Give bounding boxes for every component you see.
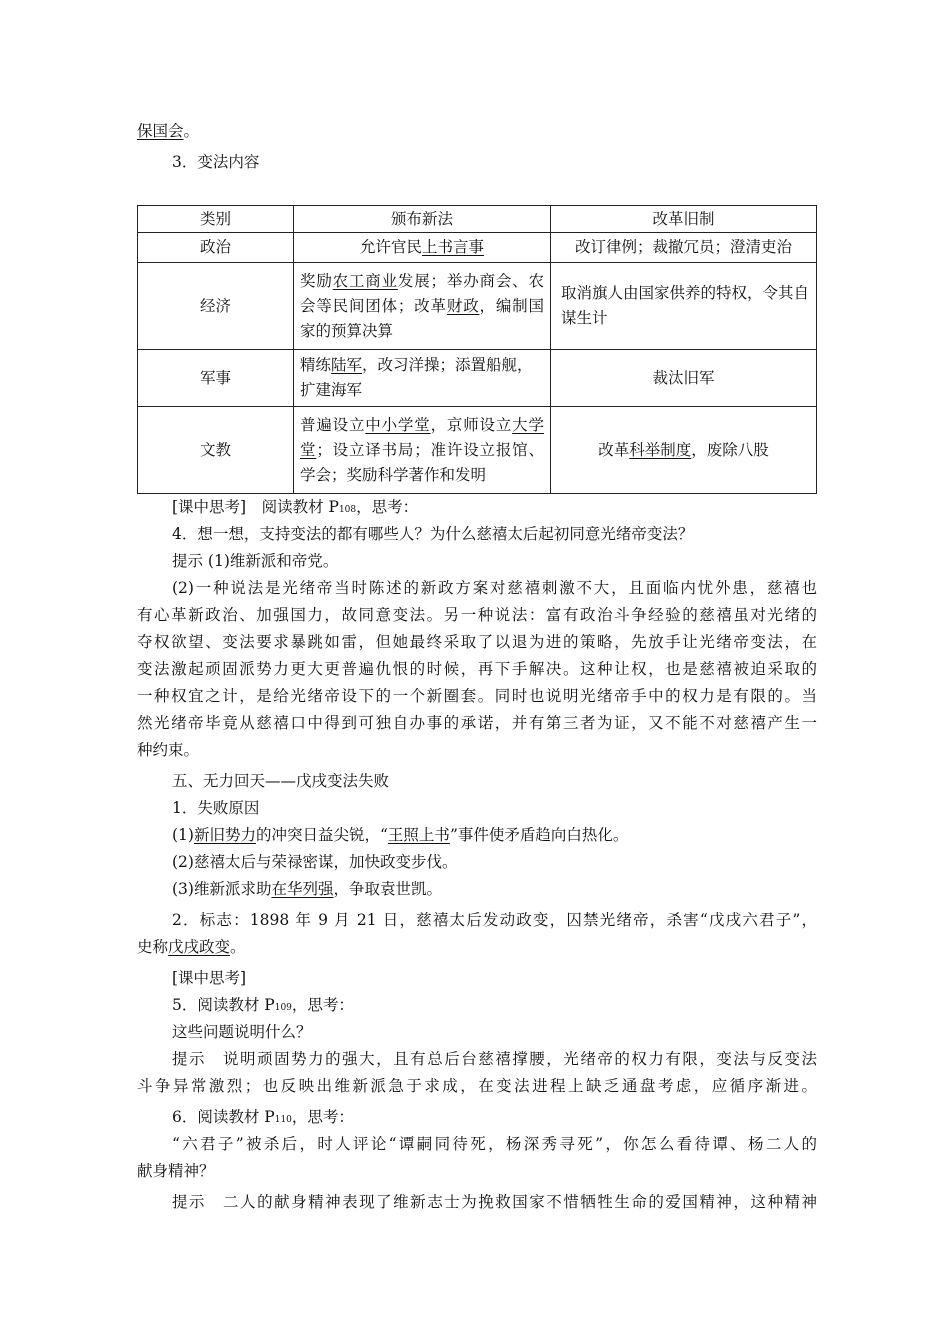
question-4: 4．想一想，支持变法的都有哪些人？为什么慈禧太后起初同意光绪帝变法？ <box>172 525 694 543</box>
hint-4-part1: 提示 (1)维新派和帝党。 <box>172 552 339 570</box>
reform-content-table <box>137 205 817 494</box>
hint-4-line: 种约束。 <box>137 741 200 759</box>
hint-4-line: 变法激起顽固派势力更大更普遍仇恨的时候，再下手解决。这种让权，也是慈禧被迫采取的 <box>137 660 817 678</box>
hint-4-line: 夺权欲望、变法要求暴跳如雷，但她最终采取了以退为进的策略，先放手让光绪帝变法，在 <box>137 633 817 651</box>
table-header: 颁布新法 <box>294 206 551 233</box>
old-system-cell: 裁汰旧军 <box>551 350 817 407</box>
sign-line: 2．标志：1898 年 9 月 21 日，慈禧太后发动政变，囚禁光绪帝，杀害“戊戌六君子”， <box>172 911 817 929</box>
think-label: [课中思考] 阅读教材 P108，思考： <box>172 498 419 516</box>
section-heading: 五、无力回天——戊戌变法失败 <box>172 772 390 790</box>
hint-4-line: 有心革新政治、加强国力，故同意变法。另一种说法：富有政治斗争经验的慈禧虽对光绪的 <box>137 606 817 624</box>
question-5-text: 这些问题说明什么？ <box>172 1023 312 1041</box>
section-heading: 3．变法内容 <box>172 153 260 171</box>
table-row <box>138 263 817 350</box>
continued-text: 保国会。 <box>137 122 200 140</box>
new-law-cell: 普遍设立中小学堂，京师设立大学堂；设立译书局；准许设立报馆、学会；奖励科学著作和发明 <box>294 407 551 494</box>
hint-5-line: 提示 说明顽固势力的强大，且有总后台慈禧撑腰，光绪帝的权力有限，变法与反变法 <box>172 1050 817 1068</box>
category-cell: 经济 <box>138 263 294 350</box>
new-law-cell: 允许官民上书言事 <box>294 233 551 263</box>
sign-line: 史称戊戌政变。 <box>137 938 246 956</box>
old-system-cell: 取消旗人由国家供养的特权，令其自谋生计 <box>551 263 817 350</box>
table-row <box>138 233 817 263</box>
fail-reason-1: (1)新旧势力的冲突日益尖锐，“王照上书”事件使矛盾趋向白热化。 <box>172 826 629 844</box>
underlined-term: 保国会 <box>137 122 184 140</box>
question-6-line: 献身精神？ <box>137 1162 215 1180</box>
question-6-line: “六君子”被杀后，时人评论“谭嗣同待死，杨深秀寻死”，你怎么看待谭、杨二人的 <box>172 1135 817 1153</box>
old-system-cell: 改订律例；裁撤冗员；澄清吏治 <box>551 233 817 263</box>
category-cell: 政治 <box>138 233 294 263</box>
table-header-row <box>138 206 817 233</box>
hint-4-line: 一种权宜之计，是给光绪帝设下的一个新圈套。同时也说明光绪帝手中的权力是有限的。当 <box>137 687 817 705</box>
category-cell: 文教 <box>138 407 294 494</box>
think-label: [课中思考] <box>172 969 247 987</box>
hint-4-line: 然光绪帝毕竟从慈禧口中得到可独自办事的承诺，并有第三者为证，又不能不对慈禧产生一 <box>137 714 817 732</box>
hint-5-line: 斗争异常激烈；也反映出维新派急于求成，在变法进程上缺乏通盘考虑，应循序渐进。 <box>137 1077 817 1095</box>
table-header: 改革旧制 <box>551 206 817 233</box>
table-row <box>138 407 817 494</box>
category-cell: 军事 <box>138 350 294 407</box>
new-law-cell: 奖励农工商业发展；举办商会、农会等民间团体；改革财政，编制国家的预算决算 <box>294 263 551 350</box>
fail-reason-2: (2)慈禧太后与荣禄密谋，加快政变步伐。 <box>172 853 458 871</box>
hint-4-line: (2)一种说法是光绪帝当时陈述的新政方案对慈禧刺激不大，且面临内忧外患，慈禧也 <box>172 579 817 597</box>
subsection-heading: 1．失败原因 <box>172 799 260 817</box>
question-5: 5．阅读教材 P109，思考： <box>172 996 354 1014</box>
table-header: 类别 <box>138 206 294 233</box>
table-row <box>138 350 817 407</box>
question-6: 6．阅读教材 P110，思考： <box>172 1108 354 1126</box>
fail-reason-3: (3)维新派求助在华列强，争取袁世凯。 <box>172 880 442 898</box>
old-system-cell: 改革科举制度，废除八股 <box>551 407 817 494</box>
hint-6-line: 提示 二人的献身精神表现了维新志士为挽救国家不惜牺牲生命的爱国精神，这种精神 <box>172 1193 817 1211</box>
new-law-cell: 精练陆军，改习洋操；添置船舰，扩建海军 <box>294 350 551 407</box>
